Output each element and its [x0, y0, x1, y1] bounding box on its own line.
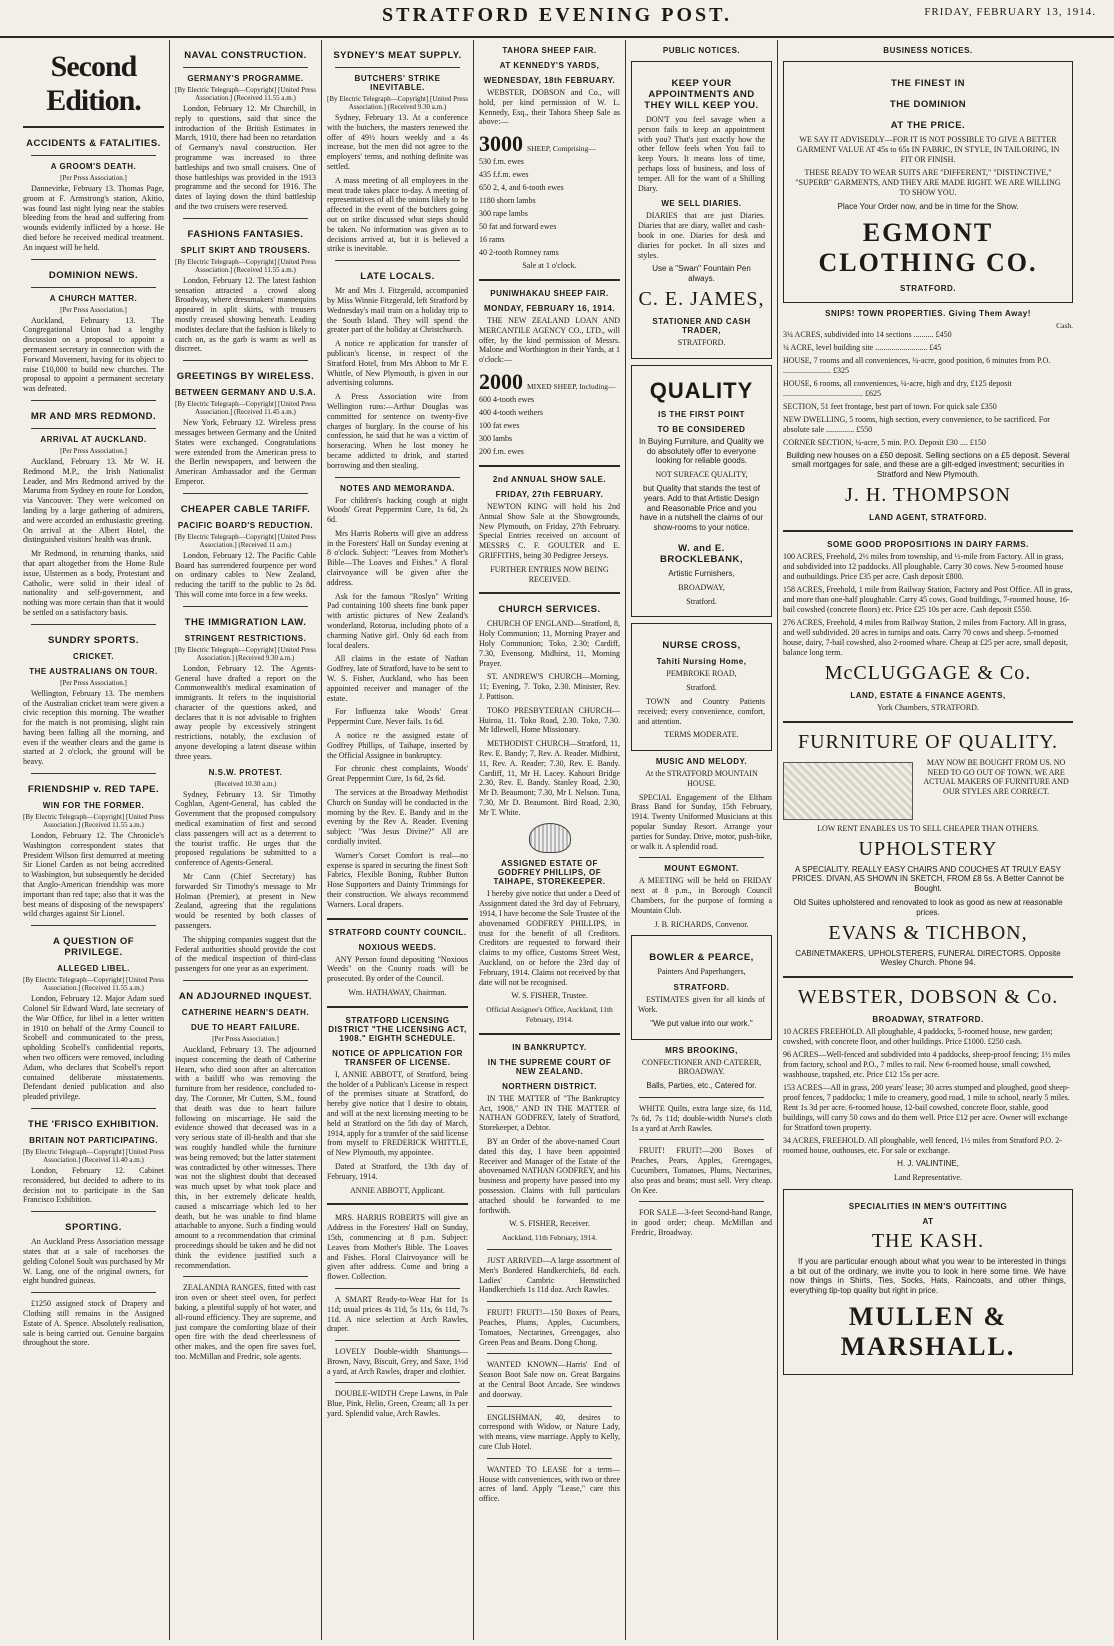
section-heading: LATE LOCALS. [360, 271, 435, 283]
classified-ad: MRS. HARRIS ROBERTS will give an Address in the Foresters' Hall on Sunday, 15th, commencing at 8 p.m. Subject: Leaves from Mother's Bible. The Loaves and Fishes. Floral Clairvoyance will be given after address. Come and bring a flower. Collection. [327, 1213, 468, 1282]
ad-subtitle: Tahiti Nursing Home, [656, 657, 747, 667]
credit-line: [By Electric Telegraph—Copyright] [United Press Association.] (Received 11.45 a.m.) [175, 400, 316, 417]
article-body: For children's hacking cough at night Woods' Great Peppermint Cure, 1s 6d, 2s 6d. [327, 495, 468, 525]
article-heading: A CHURCH MATTER. [49, 293, 138, 303]
classified-ad: FOR SALE—3-feet Second-hand Range, in good order; cheap. McMillan and Fredric, Broadway. [631, 1208, 772, 1237]
section-heading: FASHIONS FANTASIES. [187, 228, 304, 240]
list-item: 300 rape lambs [479, 209, 528, 219]
classified-ad: ZEALANDIA RANGES, fitted with cast iron oven or sheet steel oven, for perfect baking, a plentiful supply of hot water, and all-round efficiency. They are supreme, and just compare the comforting blaze of their open fire with the dead cheerlessness of other makes, and the open fire saves fuel, too. McMillan and Fredric, sole agents. [175, 1283, 316, 1361]
article-body: Auckland, February 13. The Congregational Union had a lengthy discussion on a proposal to appoint a permanent secretary in connection with the Forward Movement, having for its object to raise £10,000 to build new churches. The proposal to appoint a permanent secretary was defeated. [23, 315, 164, 394]
article-body: Mrs Harris Roberts will give an address in the Foresters' Hall on Sunday evening at 8 o'clock. Subject: "Leaves from Mother's Bible—The Loaves and Fishes." A floral clairvoyance will be given after the address. [327, 528, 468, 587]
sale-heading: PUNIWHAKAU SHEEP FAIR. [490, 288, 609, 298]
notice-body: I hereby give notice that under a Deed of Assignment dated the 3rd day of February, 1914, I have become the Sole Trustee of the abovenamed GODFREY PHILLIPS, in trust for the benefit of all Creditors. Creditors are requested to forward their claims to my office, Customs Street West, Auckland, on or before the 23rd day of February, 1914. Claims not received by that date will not be recognised. [479, 889, 620, 987]
article-body: London, February 12. The Pacific Cable Board has surrendered fourpence per word on ordinary cables to New Zealand, reducing the tariff to the public to 2s 8d. This will come into force in a few weeks. [175, 550, 316, 599]
sale-date: WEDNESDAY, 18th FEBRUARY. [483, 76, 616, 85]
ad-business-name: C. E. JAMES, [638, 287, 765, 310]
ad-body: A SPECIALITY. REALLY EASY CHAIRS AND COUCHES AT TRULY EASY PRICES. DIVAN, AS SHOWN IN SKETCH, FROM £8 5s. A Better Cannot be Bought. [792, 864, 1064, 894]
ad-subtitle: IS THE FIRST POINT [658, 409, 745, 419]
church-listing: CHURCH OF ENGLAND—Stratford, 8, Holy Communion; 11, Morning Prayer and Holy Communion; Toko, 2.30; Cardiff, 7.30, Evensong. Midhirst, 11, Morning Prayer. [479, 619, 620, 668]
article-body: A mass meeting of all employees in the meat trade takes place to-day. A meeting of representatives of all the unions likely to be affected in the event of the butchers going out on strike discussed what steps should be taken. No information was given as to decisions arrived at, but it is believed a strike is inevitable. [327, 175, 468, 254]
list-item: 100 fat ewes [479, 420, 520, 430]
section-heading: SPORTING. [65, 1222, 122, 1234]
section-heading: CHEAPER CABLE TARIFF. [180, 503, 311, 515]
edition-heading: Second Edition. [46, 50, 141, 117]
ad-business-name: J. H. THOMPSON [845, 483, 1011, 506]
section-heading: SYDNEY'S MEAT SUPPLY. [333, 50, 462, 61]
ad-body: A MEETING will be held on FRIDAY next at 8 p.m., in Borough Council Chambers, for the purpose of forming a Mountain Club. [631, 876, 772, 915]
ad-signature: J. B. RICHARDS, Convenor. [654, 919, 749, 929]
article-body: All claims in the estate of Nathan Godfrey, late of Stratford, have to be sent to W. S. Fisher, Auckland, who has been appointed receiver and manager of the estate. [327, 654, 468, 703]
classified-ad: LOVELY Double-width Shantungs—Brown, Navy, Biscuit, Grey, and Saxe, 1½d a yard, at Arch Rawles, draper and clothier. [327, 1347, 468, 1376]
article-body: A Press Association wire from Wellington runs:—Arthur Douglas was committed for sentence on twenty-five charges of burglary. In the course of his confession, he said that he was a victim of horseracing. When he lost money he became addicted to drink, and started borrowing and then stealing. [327, 392, 468, 470]
notice-signature: W. S. FISHER, Trustee. [511, 991, 588, 1001]
ad-headline: QUALITY [649, 377, 754, 403]
ad-headline: THE KASH. [871, 1229, 985, 1252]
ad-title: MUSIC AND MELODY. [655, 757, 748, 767]
article-body: London, February 12. The Chronicle's Washington correspondent states that President Wilson first demurred at meeting Sir Lionel Carden as not being accredited to Washington, but subsequently he decided that Anglo-American friendship was more important than red tape; also that it was the best means of disposing of the newspapers' wild charges against Sir Lionel. [23, 831, 164, 919]
ad-title: SOME GOOD PROPOSITIONS IN DAIRY FARMS. [827, 539, 1029, 549]
credit-line: [By Electric Telegraph—Copyright] [United Press Association.] (Received 11.40 a.m.) [23, 1148, 164, 1165]
notice-heading: STRATFORD LICENSING DISTRICT "THE LICENSING ACT, 1908." EIGHTH SCHEDULE. [328, 1015, 467, 1043]
section-heading: A QUESTION OF PRIVILEGE. [52, 936, 135, 959]
ad-business-name: EGMONT CLOTHING CO. [818, 217, 1038, 277]
article-heading: WIN FOR THE FORMER. [42, 801, 145, 811]
ad-business-name: MRS BROOKING, [665, 1045, 738, 1055]
notice-signature: Official Assignee's Office, Auckland, 11th February, 1914. [486, 1005, 613, 1025]
notice-signature: W. S. FISHER, Receiver. [509, 1219, 590, 1229]
article-heading: PACIFIC BOARD'S REDUCTION. [177, 520, 314, 530]
classified-ad: ENGLISHMAN, 40, desires to correspond with Widow, or Nature Lady, with means, view marriage. Apply to Kelly, care Club Hotel. [479, 1412, 620, 1451]
column-6 [778, 40, 1078, 1640]
ad-town: STRATFORD. [900, 283, 956, 293]
sale-note: Sale at 1 o'clock. [522, 261, 577, 271]
ad-title: KEEP YOUR APPOINTMENTS AND THEY WILL KEEP YOU. [644, 78, 759, 111]
ad-note: "We put value into our work." [650, 1018, 753, 1028]
ad-address: York Chambers, STRATFORD. [877, 702, 979, 712]
ad-body: NOT SURFACE QUALITY, [655, 470, 748, 480]
section-heading: THE IMMIGRATION LAW. [184, 616, 307, 628]
ad-headline: SPECIALITIES IN MEN'S OUTFITTING [848, 1201, 1008, 1211]
ad-subtitle: CABINETMAKERS, UPHOLSTERERS, FUNERAL DIRECTORS. Opposite Wesley Church. Phone 94. [795, 948, 1061, 968]
sale-list [479, 157, 620, 258]
sale-heading: TAHORA SHEEP FAIR. [502, 46, 597, 55]
section-heading: GREETINGS BY WIRELESS. [176, 371, 315, 383]
list-item: 200 f.m. ewes [479, 446, 524, 456]
masthead [0, 0, 1114, 38]
article-body: Ask for the famous "Roslyn" Writing Pad containing 100 sheets fine bank paper with artistic pictures of New Zealand's wonderland, Rotorua, including photo of a charming Native girl. Only 6d each from local dealers. [327, 591, 468, 650]
list-item: HOUSE, 6 rooms, all conveniences, ¼-acre, high and dry, £125 deposit ........................................ £625 [783, 378, 1012, 398]
ad-subtitle: STATIONER AND CASH TRADER, [652, 316, 751, 335]
article-body: New York, February 12. Wireless press messages between Germany and the United States were exchanged. Congratulations were extended from the American press to the Berlin newspapers, and between the American Ambassador and the German Emperor. [175, 418, 316, 486]
section-heading: SUNDRY SPORTS. [48, 634, 139, 646]
ad-body: WE SAY IT ADVISEDLY—FOR IT IS NOT POSSIBLE TO GIVE A BETTER GARMENT VALUE AT 45s to 65s IN FABRIC, IN STYLE, IN TAILORING, IN FIT OR FINISH. [796, 135, 1060, 164]
divan-sketch-icon [783, 762, 913, 820]
ad-headline: FURNITURE OF QUALITY. [797, 730, 1059, 753]
credit-line: [By Electric Telegraph—Copyright] [United Press Association.] (Received 9.30 a.m.) [327, 95, 468, 111]
list-item: 100 ACRES, Freehold, 2½ miles from township, and ½-mile from Factory. All in grass, and subdivided into 12 paddocks. All ploughable. Carry 30 cows. New 5-roomed house and outbuildings. Price £35 per acre. Cash deposit £800. [783, 551, 1064, 581]
advertisement [783, 61, 1073, 303]
article-body: The services at the Broadway Methodist Church on Sunday will be conducted in the morning by the Rev. E. Bandy and in the evening by the Rev A. Reader. Evening subject: "Was Jesus Divine?" All are cordially invited. [327, 788, 468, 846]
ad-business-name: WEBSTER, DOBSON & Co. [797, 986, 1059, 1009]
advertisement [631, 623, 772, 751]
ad-headline: UPHOLSTERY [858, 837, 998, 860]
issue-date: FRIDAY, FEBRUARY 13, 1914. [924, 6, 1096, 18]
article-heading: N.S.W. PROTEST. [208, 767, 283, 777]
ad-note: Use a "Swan" Fountain Pen always. [652, 264, 751, 284]
ad-note: Balls, Parties, etc., Catered for. [646, 1081, 757, 1091]
article-heading: BRITAIN NOT PARTICIPATING. [29, 1136, 158, 1146]
list-item: NEW DWELLING, 5 rooms, high section, every convenience, to be sacrificed. For absolute sale .............. £550 [783, 414, 1050, 434]
sale-body: WEBSTER, DOBSON and Co., will hold, per kind permission of W. L. Kennedy, Esq., their Tahora Sheep Sale as above:— [479, 88, 620, 127]
sale-quantity: 2000 [479, 368, 523, 394]
section-heading: THE 'FRISCO EXHIBITION. [28, 1119, 159, 1131]
sale-quantity-label: MIXED SHEEP, Including— [527, 381, 616, 391]
article-body: An Auckland Press Association message states that at a sale of racehorses the gelding Colonel Soult was purchased by Mr W. Lang, one of the original owners, for eight hundred guineas. [23, 1237, 164, 1286]
notice-body: I, ANNIE ABBOTT, of Stratford, being the holder of a Publican's License in respect of the premises situate at Stratford, do hereby give notice that I desire to obtain, and will at the next licensing meeting to be held at Stratford on the 5th day of March, 1914, apply for a transfer of the said license from myself to FREDERICK WHITTLE, of New Plymouth, my appointee. [327, 1069, 468, 1158]
ad-subtitle: Artistic Furnishers, [668, 568, 735, 578]
article-heading: A GROOM'S DEATH. [50, 162, 137, 171]
ad-body: ESTIMATES given for all kinds of Work. [638, 995, 765, 1015]
article-heading: DUE TO HEART FAILURE. [190, 1023, 301, 1033]
credit-line: [Per Press Association.] [60, 305, 127, 314]
article-body: A notice re the assigned estate of Godfrey Phillips, of Taihape, inserted by the Official Assignee in bankruptcy. [327, 731, 468, 760]
credit-line: [Per Press Association.] [212, 1035, 279, 1044]
ad-business-name: W. and E. BROCKLEBANK, [659, 542, 744, 565]
ad-body: In Buying Furniture, and Quality we do absolutely offer to everyone looking for reliable goods. [639, 436, 764, 466]
ad-town: STRATFORD. [677, 337, 726, 347]
sale-body: NEWTON KING will hold his 2nd Annual Show Sale at the Showgrounds, New Plymouth, on Friday, 27th February. Special Entries received on account of MESSRS C. F. GOULTER and E. GRIFFITHS, being 30 Pedigree Jerseys. [479, 501, 620, 560]
list-item: SECTION, 51 feet frontage, best part of town. For quick sale £350 [783, 401, 997, 411]
article-body: Mr Redmond, in returning thanks, said that apart altogether from the Home Rule issue, Ulstermen as a body, Protestant and Catholic, were solid in their ideal of nationality and self-government, and nothing was more certain than that it would be settled on a satisfactory basis. [23, 549, 164, 617]
article-body: London, February 12. Mr Churchill, in reply to questions, said that since the introduction of the British Estimates in March, 1910, there had been no retardation of Germany's naval construction. Her programme was increased to three battleships and two small cruisers. One of those battleships was provided in the 1913 programme and the second for 1916. The dates of laying down the third battleship and the two cruisers were reserved. [175, 104, 316, 211]
notice-signature: Auckland, 11th February, 1914. [501, 1233, 598, 1243]
article-body: Warner's Corset Comfort is real—no expense is spared in securing the finest Soft Fabrics, Flexible Boning, Rubber Button Hose Supporters and Dainty Trimmings for their construction. We always recommend Warners. Local drapers. [327, 850, 468, 909]
list-item: 10 ACRES FREEHOLD. All ploughable, 4 paddocks, 5-roomed house, new garden; cowshed, with concrete floor, and other buildings. Price £1000. £250 cash. [783, 1027, 1053, 1047]
credit-line: [Per Press Association.] [60, 174, 127, 182]
sale-note: FURTHER ENTRIES NOW BEING RECEIVED. [490, 564, 609, 584]
ad-address: PEMBROKE ROAD, [666, 669, 737, 679]
church-listing: ST. ANDREW'S CHURCH—Morning, 11; Evening, 7. Toko, 2.30. Minister, Rev. J. Pattison. [479, 672, 620, 701]
ad-business-name: BOWLER & PEARCE, [649, 952, 754, 964]
credit-line: [By Electric Telegraph—Copyright] [United Press Association.] (Received 9.30 a.m.) [175, 645, 316, 662]
notice-heading: STRATFORD COUNTY COUNCIL. [328, 927, 467, 937]
ad-town: Stratford. [686, 596, 717, 606]
ad-subtitle: At the STRATFORD MOUNTAIN HOUSE. [645, 769, 758, 788]
list-item: 50 fat and forward ewes [479, 222, 557, 232]
section-heading: DOMINION NEWS. [48, 269, 139, 281]
ad-signature: Land Representative. [894, 1172, 962, 1182]
property-list [783, 330, 1073, 448]
ad-body: LOW RENT ENABLES US TO SELL CHEAPER THAN OTHERS. [817, 823, 1039, 833]
credit-line: [By Electric Telegraph—Copyright] [United Press Association.] (Received 11.55 a.m.) [23, 976, 164, 993]
ad-body: DON'T you feel savage when a person fails to keep an appointment with you? That's just exactly how the other fellow feels when You fail to keep Yours. It means loss of time, perhaps loss of business, and loss of temper. All for the want of a Shilling Diary. [638, 115, 765, 193]
article-heading: BETWEEN GERMANY AND U.S.A. [175, 388, 317, 398]
list-item: 300 lambs [479, 433, 513, 443]
list-item: 96 ACRES—Well-fenced and subdivided into 4 paddocks, sheep-proof fencing; 1½ miles from factory, school and P.O., 7 miles to rail. New 6-roomed house, small cowshed, washhouse, trapshed, etc. Price £12 15s per acre. [783, 1050, 1071, 1080]
column-5 [626, 40, 778, 1640]
list-item: HOUSE, 7 rooms and all conveniences, ¼-acre, good position, 6 minutes from P.O. ........................ £325 [783, 355, 1051, 375]
section-heading: FRIENDSHIP v. RED TAPE. [27, 784, 160, 796]
notice-subheading: NOXIOUS WEEDS. [358, 942, 437, 952]
sale-date: MONDAY, FEBRUARY 16, 1914. [484, 303, 615, 313]
credit-line: [By Electric Telegraph—Copyright] [United Press Association.] (Received 11.55 a.m.) [175, 86, 316, 102]
list-item: 34 ACRES, FREEHOLD. All ploughable, well fenced, 1½ miles from Stratford P.O. 2-roomed house, outhouses, etc. For sale or exchange. [783, 1136, 1062, 1156]
ad-body: TOWN and Country Patients received; every convenience, comfort, and attention. [638, 696, 765, 726]
sale-list [479, 395, 620, 457]
sale-quantity-label: SHEEP, Comprising— [527, 144, 596, 154]
notice-subheading: NOTICE OF APPLICATION FOR TRANSFER OF LICENSE. [332, 1048, 463, 1067]
classified-ad: WANTED KNOWN—Harris' End of Season Boot Sale now on. Great Bargains at the Central Boot Arcade. See windows and doorway. [479, 1360, 620, 1399]
ad-subtitle: WE SELL DIARIES. [661, 199, 742, 209]
ad-body: If you are particular enough about what you wear to be interested in things a bit out of the ordinary, we invite you to look in here some time. We have now things in Shirts, Ties, Socks, Hats, Raincoats, and other things, everything tip-top quality but right in price. [790, 1256, 1066, 1296]
article-body: London, February 12. Cabinet reconsidered, but decided to adhere to its decision not to participate in the San Francisco Exhibition. [23, 1166, 164, 1205]
credit-line: [By Electric Telegraph—Copyright] [United Press Association.] (Received 11 a.m.) [175, 532, 316, 549]
classified-ad: FRUIT! FRUIT!—150 Boxes of Pears, Peaches, Plums, Apples, Cucumbers, Tomatoes, Nectarines, Greengages, also Green Peas and Beans. Dong Chong. [479, 1308, 620, 1347]
article-body: Auckland, February 13. The adjourned inquest concerning the death of Catherine Hearn, who died soon after an altercation with a bailiff who was removing the furniture from her residence, concluded to-day. The Coroner, Mr Cutten, S.M., found that death was due to heart failure following on miscarriage. He said the evidence showed that deceased was in a very serious state of ill-health and that she was roughly handled while the furniture was being removed; but the latter statement was contradicted by other witnesses. There was not the slightest doubt that deceased was much upset by what took place and this, in her extremely delicate health, caused a miscarriage which led to her death, but he was unable to find blame attachable to anyone. Such a finding would amount to a recommendation that criminal proceedings should be taken and he did not think the evidence justified such a recommendation. [175, 1045, 316, 1270]
advertisement [631, 365, 772, 618]
article-body: London, February 12. The latest fashion sensation attracted a crowd along Broadway, where dressmakers' mannequins appeared in split skirts, with trousers mostly creased showing beneath. Leading modistes declare that the fashion is likely to catch on, as the garb is warm as well as discreet. [175, 275, 316, 354]
notice-signature: Wm. HATHAWAY, Chairman. [348, 987, 447, 997]
list-item: 16 rams [479, 235, 505, 245]
ad-subtitle: LAND, ESTATE & FINANCE AGENTS, [850, 690, 1006, 700]
article-body: London, February 12. Major Adam sued Colonel Sir Edward Ward, late secretary of the War Office, for libel in a letter written in 1910 on behalf of the Army Council to Scobell and communicated to the press, upholding Scobell's confidential reports, when two officers were removed, including Adam, who declares that Scobell's report contained deliberate misstatements. Defendant denied publication and also pleaded privilege. [23, 994, 164, 1102]
section-heading: ACCIDENTS & FATALITIES. [26, 138, 161, 149]
section-heading: NOTES AND MEMORANDA. [339, 483, 456, 493]
list-item: 530 f.m. ewes [479, 157, 524, 167]
list-item: 1180 shorn lambs [479, 196, 536, 206]
ad-body: MAY NOW BE BOUGHT FROM US. NO NEED TO GO OUT OF TOWN. WE ARE ACTUAL MAKERS OF FURNITURE AND OUR STYLES ARE CORRECT. [923, 757, 1069, 797]
list-item: 600 4-tooth ewes [479, 394, 535, 404]
credit-line: (Received 10.30 a.m.) [214, 779, 277, 788]
article-heading: CRICKET. [73, 651, 114, 661]
ad-address: BROADWAY, [678, 582, 725, 592]
column-1 [18, 40, 170, 1640]
ad-business-name: McCLUGGAGE & Co. [824, 661, 1032, 684]
ad-town: STRATFORD. [673, 983, 730, 993]
credit-line: [Per Press Association.] [60, 446, 127, 455]
sale-body: THE NEW ZEALAND LOAN AND MERCANTILE AGENCY CO., LTD., will offer, by the kind permission of Messrs. Malone and Worthington in their Yards, at 1 o'clock:— [479, 315, 620, 365]
sale-date: FRIDAY, 27th FEBRUARY. [495, 489, 604, 499]
ad-note: Old Suites upholstered and renovated to look as good as new at reasonable prices. [793, 897, 1063, 917]
list-item: 650 2, 4, and 6-tooth ewes [479, 183, 564, 193]
ad-body: DIARIES that are just Diaries. Diaries that are diary, wallet and cash-book in one. Diaries for desk and diaries for pocket. In all sizes and styles. [638, 211, 765, 260]
list-item: 435 f.f.m. ewes [479, 170, 529, 180]
ad-column-label: Cash. [1056, 320, 1073, 330]
article-heading: THE AUSTRALIANS ON TOUR. [29, 666, 158, 676]
ad-note: Building new houses on a £50 deposit. Selling sections on a £5 deposit. Several small mortgages for sale, and these are a gilt-edged investment; securities in Stratford and New Plymouth. [786, 450, 1070, 480]
article-body: For Influenza take Woods' Great Peppermint Cure. Never fails. 1s 6d. [327, 707, 468, 727]
ad-subtitle: BROADWAY, STRATFORD. [872, 1015, 984, 1025]
ad-headline: THE DOMINION [889, 99, 967, 110]
notice-body: BY an Order of the above-named Court dated this day, I have been appointed Receiver and Manager of the Estate of the abovenamed NATHAN GODFREY, and his business and property have passed into my possession. Claims with full particulars attached should be forwarded to me forthwith. [479, 1137, 620, 1215]
classified-ad: £1250 assigned stock of Drapery and Clothing still remains in the Assigned Estate of A. Spence. Absolutely realisation, sale is being carried out. Genuine bargains throughout the store. [23, 1299, 164, 1348]
newspaper-title: STRATFORD EVENING POST. [382, 4, 732, 26]
article-body: Mr and Mrs J. Fitzgerald, accompanied by Miss Winnie Fitzgerald, left Stratford by Wednesday's mail train on a holiday trip to the South Island. They will spend the greater part of the holiday at Christchurch. [327, 286, 468, 335]
sale-subheading: AT KENNEDY'S YARDS, [499, 61, 600, 70]
list-item: CORNER SECTION, ¼-acre, 5 min. P.O. Deposit £30 .... £150 [783, 437, 986, 447]
ad-body: but Quality that stands the test of years. Add to that Artistic Design and Reasonable Price and you have in a nutshell the claims of our show-rooms to your notice. [639, 483, 764, 533]
classified-ad: WANTED TO LEASE for a term—House with conveniences, with two or three acres of land. Apply "Lease," care this office. [479, 1464, 620, 1504]
article-heading: BUTCHERS' STRIKE INEVITABLE. [354, 74, 441, 92]
notice-body: ANY Person found depositing "Noxious Weeds" on the County roads will be prosecuted. By order of the Council. [327, 954, 468, 984]
ad-title: SNIPS! TOWN PROPERTIES. Giving Them Away! [825, 308, 1031, 318]
column-2 [170, 40, 322, 1640]
notice-body: Dated at Stratford, the 13th day of February, 1914. [327, 1161, 468, 1181]
column-3 [322, 40, 474, 1640]
advertisement [783, 1189, 1073, 1375]
list-item: ¼ ACRE, level building site .......................... £45 [783, 342, 942, 352]
classified-ad: FRUIT! FRUIT!—200 Boxes of Peaches, Pears, Apples, Greengages, Cucumbers, Tomatoes, Plums, Nectarines, also peas and beans; must sell. Very cheap. On Kee. [631, 1146, 772, 1195]
article-heading: ARRIVAL AT AUCKLAND. [40, 434, 147, 444]
ad-note: TERMS MODERATE. [664, 730, 739, 740]
advertisement [631, 935, 772, 1039]
section-heading: AN ADJOURNED INQUEST. [178, 991, 313, 1003]
ad-title: MOUNT EGMONT. [664, 864, 739, 874]
notice-body: IN THE MATTER of "The Bankruptcy Act, 1908," AND IN THE MATTER of NATHAN GODFREY, lately of Stratford, Storekeeper, a Debtor. [479, 1093, 620, 1133]
column-4 [474, 40, 626, 1640]
advertisement [631, 61, 772, 359]
sale-quantity: 3000 [479, 131, 523, 157]
article-body: Mr Cann (Chief Secretary) has forwarded Sir Timothy's message to Mr Holman (Premier), at present in New Zealand, agreeing that the regulations would be resented by both classes of passengers. [175, 872, 316, 931]
credit-line: [By Electric Telegraph—Copyright] [United Press Association.] (Received 11.55 a.m.) [23, 813, 164, 830]
church-listing: METHODIST CHURCH—Stratford, 11, Rev. E. Bandy; 7, Rev. A. Reader. Midhirst, 11, Rev. A. Reader; 7.30, Rev. E. Bandy. Cardiff, 11, Mr H. Lacey. Kahouri Bridge 2.30, Rev. E. Bandy. Stanley Road, 2.30, Mr D. Beaumont; 7.30, Mr I. Nelson. Tuna, 7.30, Mr D. Beaumont. Bird Road, 2.30, Mr T. White. [479, 739, 620, 817]
classified-ad: DOUBLE-WIDTH Crepe Lawns, in Pale Blue, Pink, Helio, Green, Cream; all 1s per yard. Splendid value, Arch Rawles. [327, 1389, 468, 1419]
sale-heading: 2nd ANNUAL SHOW SALE. [492, 474, 607, 484]
article-body: A notice re application for transfer of publican's license, in respect of the Stratford Hotel, from Mrs Abbott to Mr F. Whittle, of New Plymouth, is given in our advertising columns. [327, 339, 468, 388]
article-body: Auckland, February 13. Mr W. H. Redmond M.P., the Irish Nationalist Leader, and Mrs Redmond arrived by the Maruma from Sydney en route for London, via Vancouver. They were welcomed on landing by a large gathering of admirers, and were accorded an enthusiastic greeting. On arrival at the Albert Hotel, the distinguished visitors' health was drunk. [23, 456, 164, 545]
ad-body: THESE READY TO WEAR SUITS ARE "DIFFERENT," "DISTINCTIVE," "SUPERB" GARMENTS, AND THEY ARE MADE RIGHT. WE ARE WILLING TO SHOW YOU. [795, 168, 1061, 197]
ad-headline: AT THE PRICE. [890, 120, 966, 131]
classified-ad: JUST ARRIVED—A large assortment of Men's Bordered Handkerchiefs, 8d each. Ladies' Cambric Hemstitched Handkerchiefs 1s 11d doz. Arch Rawles. [479, 1256, 620, 1295]
article-body: The shipping companies suggest that the Federal authorities should provide the cost of the medical inspection of third-class passengers for one year as an experiment. [175, 934, 316, 974]
article-heading: CATHERINE HEARN'S DEATH. [181, 1008, 310, 1018]
article-body: Sydney, February 13. At a conference with the butchers, the masters renewed the offer of 49½ hours weekly and a 4s increase, but the men did not agree to the employers' terms, and nothing definite was settled. [327, 113, 468, 171]
list-item: 158 ACRES, Freehold, 1 mile from Railway Station, Factory and Post Office. All in grass, and more than one-half ploughable. Carry 45 cows. Good buildings, 7-roomed house, 16-bail cowshed (concrete floors) etc. Price £25 10s per acre. Cash deposit £550. [783, 584, 1073, 614]
section-heading: NAVAL CONSTRUCTION. [184, 50, 307, 61]
notice-heading: ASSIGNED ESTATE OF GODFREY PHILLIPS, OF TAIHAPE, STOREKEEPER. [493, 859, 606, 887]
ad-body: SPECIAL Engagement of the Eltham Brass Band for Sunday, 15th February, 1914. Twenty Uniformed Musicians at this popular Sunday Resort. Arrange your parties for Sunday. Drive, motor, push-bike, or walk it. A splendid road. [631, 792, 772, 851]
ad-headline: THE FINEST IN [890, 78, 966, 89]
ad-title: NURSE CROSS, [662, 640, 741, 652]
section-heading: PUBLIC NOTICES. [662, 46, 741, 55]
notice-heading: IN BANKRUPTCY. [512, 1042, 587, 1052]
article-body: Wellington, February 13. The members of the Australian cricket team were given a civic reception this morning. The weather for the match is not promising, slight rain having been falling all the morning, and even if the weather clears and the game is started at 2 o'clock, the ground will be heavy. [23, 688, 164, 767]
property-list [783, 1027, 1073, 1156]
section-heading: CHURCH SERVICES. [498, 604, 601, 616]
article-heading: SPLIT SKIRT AND TROUSERS. [180, 245, 311, 255]
list-item: 276 ACRES, Freehold, 4 miles from Railway Station, 2 miles from Factory. All in grass, and well subdivided. 20 acres in turnips and oats. Carry 70 cows and sheep. 5-roomed house, dairy, 7-bail cowshed, also 2-roomed whare. Cheap at £25 per acre, small deposit, balance long term. [783, 617, 1068, 657]
article-body: Dannevirke, February 13. Thomas Page, groom at F. Armstrong's station, Akitio, was found last night lying near the stables bleeding from the head and suffering from wounds evidently inflicted by a horse. He died before he received medical treatment. An inquest will be held. [23, 184, 164, 252]
list-item: 400 4-tooth wethers [479, 407, 543, 417]
church-listing: TOKO PRESBYTERIAN CHURCH—Huiroa, 11. Toko Road, 2.30. Toko, 7.30. Mr Idlewell, Home Missionary. [479, 705, 620, 735]
ad-subtitle: TO BE CONSIDERED [657, 424, 746, 434]
list-item: 153 ACRES—All in grass, 200 years' lease; 30 acres stumped and ploughed, good sheep-proof fences, 7 paddocks; 1 mile to creamery, good road, 1 mile to school, nearly 5 miles. Rent 1s 3d per acre. 6-roomed house, 12-bail cowshed, concrete floor, stable, good buildings, will carry 50 cows and do them well. Price £12 per acre. Owner will exchange for Stratford town property. [783, 1083, 1070, 1133]
coat-of-arms-icon [529, 823, 571, 853]
ad-subtitle: CONFECTIONER AND CATERER, BROADWAY. [641, 1057, 762, 1077]
notice-subheading: IN THE SUPREME COURT OF NEW ZEALAND. [487, 1057, 612, 1076]
ad-subtitle: LAND AGENT, STRATFORD. [869, 512, 987, 522]
article-heading: GERMANY'S PROGRAMME. [187, 74, 304, 83]
property-list [783, 552, 1073, 658]
article-body: London, February 12. The Agents-General have drafted a report on the Commonwealth's medical examination of immigrants. It refers to the inquisitorial character of the questions asked, and declares that it is not advisable to frighten away people by excessively stringent restrictions, notably, the exclusion of anyone developing a latent disease within three years. [175, 663, 316, 761]
article-heading: STRINGENT RESTRICTIONS. [184, 633, 307, 643]
ad-business-name: EVANS & TICHBON, [828, 921, 1028, 944]
section-heading: MR AND MRS REDMOND. [30, 410, 157, 422]
ad-headline: AT [922, 1216, 934, 1226]
list-item: 40 2-tooth Romney rams [479, 248, 559, 258]
ad-business-name: MULLEN & MARSHALL. [840, 1301, 1016, 1361]
article-body: For chronic chest complaints, Woods' Great Peppermint Cure, 1s 6d, 2s 6d. [327, 764, 468, 784]
ad-subtitle: Painters And Paperhangers, [657, 967, 746, 977]
ad-note: Place Your Order now, and be in time for the Show. [837, 201, 1019, 211]
section-heading: BUSINESS NOTICES. [883, 46, 973, 55]
ad-signature: H. J. VALINTINE, [897, 1159, 959, 1169]
credit-line: [By Electric Telegraph—Copyright] [United Press Association.] (Received 11.55 a.m.) [175, 257, 316, 274]
ad-town: Stratford. [686, 683, 717, 693]
article-body: Sydney, February 13. Sir Timothy Coghlan, Agent-General, has cabled the Government that the proposed compulsory medical examination of first and second class passengers will act as a deterrent to the tourist traffic. He urges that the proposed regulations be submitted to a conference of Agents-General. [175, 789, 316, 868]
classified-ad: A SMART Ready-to-Wear Hat for 1s 11d; usual prices 4s 11d, 5s 11s, 6s 11d, 7s 11d. A nice selection at Arch Rawles, draper. [327, 1294, 468, 1334]
notice-subheading: NORTHERN DISTRICT. [502, 1081, 597, 1091]
notice-signature: ANNIE ABBOTT, Applicant. [350, 1185, 445, 1195]
credit-line: [Per Press Association.] [60, 678, 127, 687]
classified-ad: WHITE Quilts, extra large size, 6s 11d, 7s 6d, 7s 11d; double-width Nurse's cloth 1s a yard at Arch Rawles. [631, 1104, 772, 1133]
article-heading: ALLEGED LIBEL. [57, 964, 130, 974]
list-item: 3¼ ACRES, subdivided into 14 sections .......... £450 [783, 329, 952, 339]
